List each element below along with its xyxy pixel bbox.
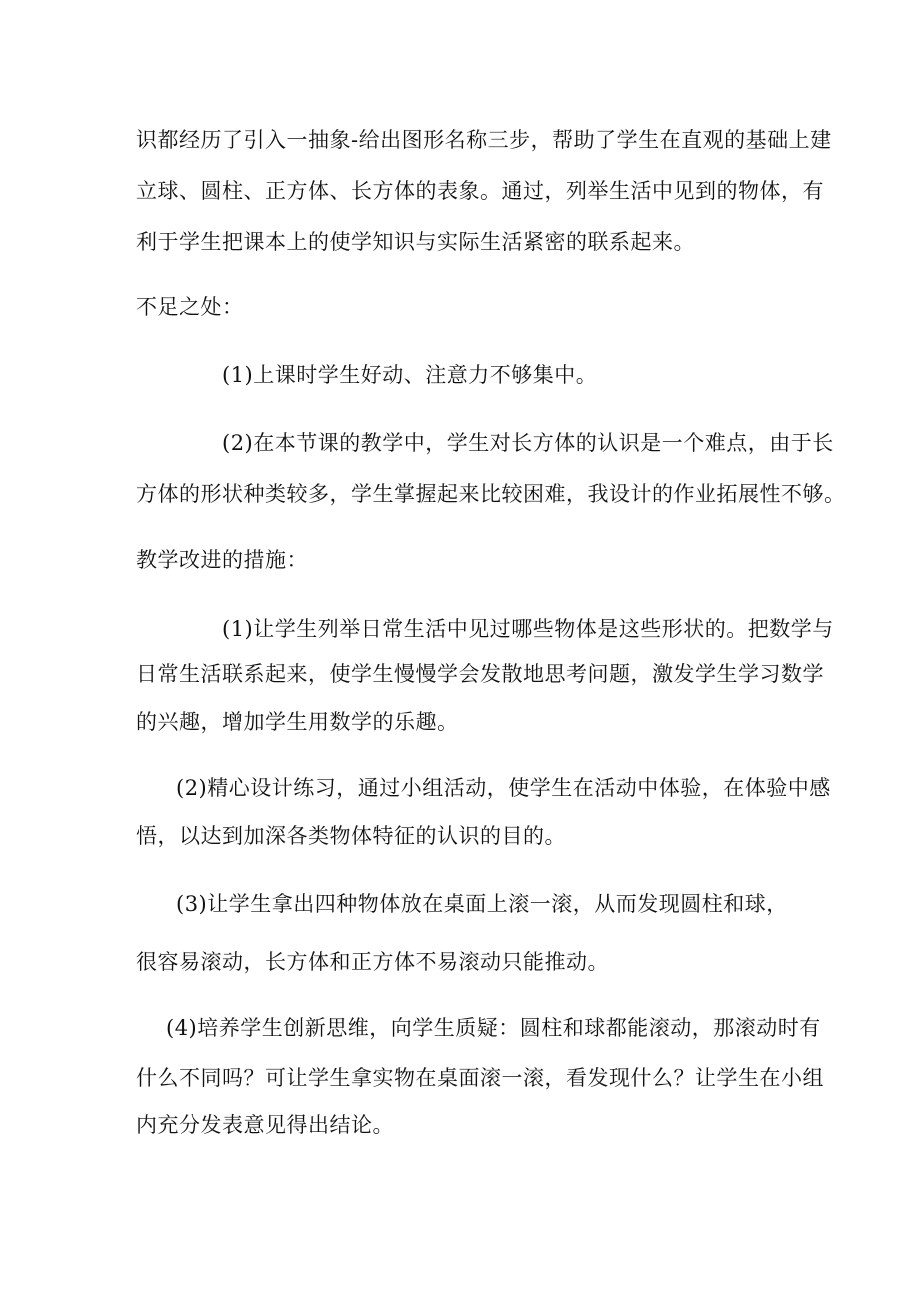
list-item-continuation: 方体的形状种类较多，学生掌握起来比较困难，我设计的作业拓展性不够。 <box>136 482 846 506</box>
list-item-continuation: 什么不同吗？可让学生拿实物在桌面滚一滚，看发现什么？让学生在小组 <box>136 1066 824 1090</box>
list-item: (3)让学生拿出四种物体放在桌面上滚一滚，从而发现圆柱和球， <box>176 892 788 916</box>
paragraph-line: 利于学生把课本上的使学知识与实际生活紧密的联系起来。 <box>136 230 695 254</box>
list-item-continuation: 的兴趣，增加学生用数学的乐趣。 <box>136 710 459 734</box>
list-item: (1)让学生列举日常生活中见过哪些物体是这些形状的。把数学与 <box>222 617 834 641</box>
list-item: (4)培养学生创新思维，向学生质疑：圆柱和球都能滚动，那滚动时有 <box>166 1016 821 1040</box>
list-item-continuation: 内充分发表意见得出结论。 <box>136 1113 394 1137</box>
section-heading-shortcomings: 不足之处： <box>136 295 244 319</box>
list-item-continuation: 悟，以达到加深各类物体特征的认识的目的。 <box>136 824 566 848</box>
list-item: (1)上课时学生好动、注意力不够集中。 <box>222 363 598 387</box>
paragraph-line: 立球、圆柱、正方体、长方体的表象。通过，列举生活中见到的物体，有 <box>136 179 824 203</box>
list-item-continuation: 很容易滚动，长方体和正方体不易滚动只能推动。 <box>136 950 609 974</box>
list-item: (2)在本节课的教学中，学生对长方体的认识是一个难点，由于长 <box>222 431 834 455</box>
section-heading-improvements: 教学改进的措施： <box>136 548 308 572</box>
list-item: (2)精心设计练习，通过小组活动，使学生在活动中体验，在体验中感 <box>176 776 831 800</box>
paragraph-line: 识都经历了引入一抽象-给出图形名称三步，帮助了学生在直观的基础上建 <box>136 128 832 152</box>
list-item-continuation: 日常生活联系起来，使学生慢慢学会发散地思考问题，激发学生学习数学 <box>136 662 824 686</box>
